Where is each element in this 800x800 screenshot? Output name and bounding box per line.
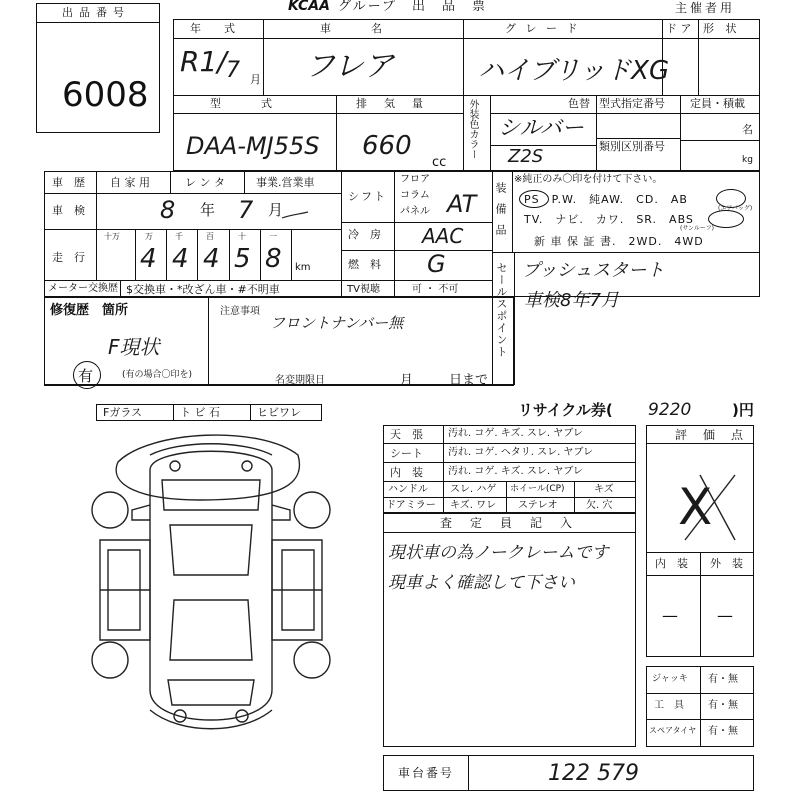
sales-point-line1: プッシュスタート <box>522 260 665 281</box>
car-name-label: 車 名 <box>320 22 388 35</box>
usage-business: 事業.営業車 <box>256 176 315 189</box>
inspection-year: 8 <box>160 196 176 224</box>
shift-paddle: パネル <box>400 206 430 217</box>
evaluation-label: 評 価 点 <box>675 428 746 442</box>
mileage-place-label: 百 <box>206 232 214 241</box>
usage-label: 車 歴 <box>52 176 85 189</box>
mileage-place-label: 万 <box>145 232 153 241</box>
spare-tire-label: スペアタイヤ <box>649 726 697 735</box>
inspector-line2: 現車よく確認して下さい <box>388 573 575 593</box>
mileage-place-label: 十 <box>238 232 246 241</box>
spare-tire-value: 有・無 <box>708 726 738 737</box>
equipment-label: 装備品 <box>494 182 507 245</box>
displacement-value: 660 <box>362 131 412 161</box>
exterior-color-label: 外装色カラー <box>467 99 478 159</box>
condition-label: シート <box>390 447 423 460</box>
mileage-digit: 4 <box>172 244 189 274</box>
mileage-place-label: 一 <box>269 232 277 241</box>
repair-circled: 有 <box>78 367 94 385</box>
color-change-label: 色替 <box>568 97 590 110</box>
usage-rental: レ ン タ <box>185 176 225 189</box>
repair-value: F現状 <box>108 335 160 359</box>
shift-label: シフト <box>348 190 387 203</box>
inspection-month: 7 <box>238 196 254 224</box>
jack-value: 有・無 <box>708 674 738 685</box>
shift-value: AT <box>447 190 477 218</box>
glass-crack: ヒビワレ <box>257 406 301 419</box>
exterior-label: 外 装 <box>710 557 743 570</box>
recycle-label: リサイクル券( <box>518 401 613 419</box>
shift-floor: フロア <box>400 174 430 185</box>
year-label: 年 式 <box>190 22 241 35</box>
type-label: 型 式 <box>210 97 278 110</box>
type-value: DAA-MJ55S <box>186 132 320 160</box>
chassis-value: 122 579 <box>548 761 639 786</box>
interior-value: — <box>662 606 678 625</box>
condition-options: キズ. ワレ <box>450 500 497 511</box>
door-label: ド ア <box>666 22 692 35</box>
evaluation-score: X <box>678 478 713 536</box>
model-designation-label: 型式指定番号 <box>599 97 665 110</box>
condition-options: スレ. ハゲ <box>450 484 497 495</box>
ac-value: AAC <box>422 224 464 248</box>
tools-label: 工 具 <box>654 700 684 711</box>
ac-label: 冷 房 <box>348 228 381 241</box>
condition-extra-value: 欠. 穴 <box>586 500 613 511</box>
mileage-unit: km <box>295 262 311 273</box>
lot-number-label: 出品番号 <box>62 6 130 19</box>
car-name-value: フレア <box>305 49 394 84</box>
meter-label: メーター交換歴 <box>48 283 118 294</box>
copy-label: 主催者用 <box>675 1 736 15</box>
mileage-digit: 4 <box>140 244 157 274</box>
cc-unit: cc <box>432 155 447 170</box>
inspection-label: 車 検 <box>52 204 85 217</box>
tv-label: TV視聴 <box>347 284 380 295</box>
tools-value: 有・無 <box>708 700 738 711</box>
name-change-label: 名変期限日 <box>275 375 325 386</box>
inspector-line1: 現状車の為ノークレームです <box>388 543 609 563</box>
equipment-note: ※純正のみ〇印を付けて下さい。 <box>514 174 663 185</box>
name-change-month: 月 <box>400 373 414 388</box>
sales-point-label: セールスポイント <box>495 262 508 358</box>
recycle-value: 9220 <box>648 400 692 420</box>
grade-label: グ レ ー ド <box>505 22 581 35</box>
shift-column: コラム <box>400 190 430 201</box>
condition-extra-label: ステレオ <box>518 500 558 511</box>
inspector-label: 査 定 員 記 入 <box>440 516 576 530</box>
condition-label: ハンドル <box>388 484 428 495</box>
chassis-label: 車台番号 <box>398 766 455 780</box>
equipment-line2: TV. ナビ. カワ. SR. ABS <box>524 213 694 226</box>
mileage-digit: 4 <box>203 244 220 274</box>
equipment-line1: PS P.W. 純AW. CD. AB <box>524 193 688 206</box>
notes-value: フロントナンバー無 <box>270 314 404 332</box>
mileage-place-label: 十万 <box>104 232 120 241</box>
kg-unit: kg <box>742 155 753 165</box>
meter-options: $交換車・*改ざん車・#不明車 <box>126 283 280 296</box>
form-title: グループ 出 品 票 <box>338 0 487 14</box>
shape-label: 形 状 <box>703 22 741 35</box>
month-unit: 月 <box>250 73 261 86</box>
month-value: 7 <box>226 58 240 83</box>
recycle-suffix: )円 <box>732 401 754 419</box>
fuel-value: G <box>427 250 446 278</box>
equipment-sr-sub: (サンルーフ) <box>680 225 714 232</box>
year-value: R1/ <box>180 45 227 78</box>
jack-label: ジャッキ <box>652 674 688 684</box>
mileage-place-label: 千 <box>175 232 183 241</box>
lot-number: 6008 <box>62 75 149 115</box>
condition-label: 内 装 <box>390 466 423 479</box>
person-unit: 名 <box>742 123 753 136</box>
grade-value: ハイブリッドXG <box>478 56 670 86</box>
equipment-ab-sub: (エアバッグ) <box>718 205 753 212</box>
condition-options: 汚れ. コゲ. キズ. スレ. ヤブレ <box>448 428 583 439</box>
notes-label: 注意事項 <box>220 306 260 317</box>
displacement-label: 排 気 量 <box>356 97 426 110</box>
condition-options: 汚れ. コゲ. キズ. スレ. ヤブレ <box>448 466 583 477</box>
condition-label: ドアミラー <box>386 500 436 511</box>
interior-label: 内 装 <box>655 557 688 570</box>
equipment-line3: 新 車 保 証 書. 2WD. 4WD <box>534 235 704 248</box>
usage-private: 自 家 用 <box>110 176 150 189</box>
color-value: シルバー <box>498 116 584 141</box>
fuel-label: 燃 料 <box>348 258 381 271</box>
glass-front: Fガラス <box>103 406 142 419</box>
condition-options: 汚れ. コゲ. ヘタリ. スレ. ヤブレ <box>448 447 594 458</box>
inspection-month-unit: 月 <box>268 201 284 219</box>
tv-options: 可 ・ 不可 <box>412 284 459 295</box>
sales-point-line2: 車検8年7月 <box>524 290 619 311</box>
condition-extra-label: ホイール(CP) <box>510 484 565 494</box>
glass-chip: ト ビ 石 <box>180 406 220 419</box>
name-change-day: 日まで <box>449 373 489 388</box>
brand-logo: KCAA <box>288 0 330 14</box>
repair-label: 修復歴 箇所 <box>50 303 129 318</box>
exterior-value: — <box>717 606 733 625</box>
mileage-digit: 8 <box>265 244 282 274</box>
mileage-digit: 5 <box>234 244 251 274</box>
repair-note-small: (有の場合〇印を) <box>122 370 193 380</box>
condition-extra-value: キズ <box>594 484 614 495</box>
inspection-year-unit: 年 <box>200 201 216 219</box>
mileage-label: 走 行 <box>52 251 85 264</box>
category-no-label: 類別区別番号 <box>599 140 665 153</box>
capacity-label: 定員・積載 <box>690 97 745 110</box>
color-code-value: Z2S <box>508 146 544 167</box>
condition-label: 天 張 <box>390 428 423 441</box>
